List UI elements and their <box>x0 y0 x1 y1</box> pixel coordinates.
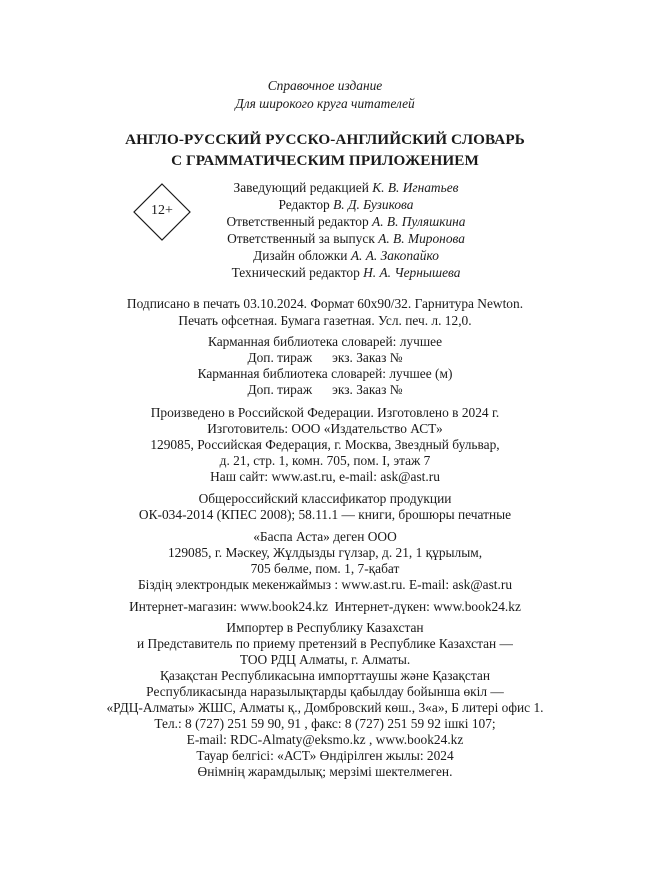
kz-publisher-line: 705 бөлме, пом. 1, 7-қабат <box>250 561 400 576</box>
staff-name: А. В. Миронова <box>378 231 465 246</box>
staff-role: Заведующий редакцией <box>233 180 369 195</box>
staff-line <box>196 231 496 247</box>
staff-name: А. В. Пуляшкина <box>372 214 466 229</box>
staff-role: Ответственный за выпуск <box>227 231 375 246</box>
staff-name: В. Д. Бузикова <box>333 197 414 212</box>
age-rating-label: 12+ <box>151 203 173 218</box>
online-shops-line: Интернет-магазин: www.book24.kz Интернет-дүкен: www.book24.kz <box>129 599 521 614</box>
staff-role: Редактор <box>278 197 330 212</box>
edition-type: Справочное издание <box>267 78 383 93</box>
staff-line <box>196 265 496 281</box>
importer-line: ТОО РДЦ Алматы, г. Алматы. <box>239 652 411 667</box>
print-run-line: Доп. тираж экз. Заказ № <box>247 382 403 397</box>
kz-publisher-line: «Баспа Аста» деген ООО <box>253 529 397 544</box>
manufacturer-line: д. 21, стр. 1, комн. 705, пом. I, этаж 7 <box>219 453 431 468</box>
shelf-life-line: Өнімнің жарамдылық; мерзімі шектелмеген. <box>197 764 453 779</box>
audience: Для широкого круга читателей <box>235 96 415 111</box>
staff-line <box>196 248 496 264</box>
print-run-line: Доп. тираж экз. Заказ № <box>247 350 403 365</box>
staff-line <box>196 214 496 230</box>
classifier-line: Общероссийский классификатор продукции <box>198 491 452 506</box>
phone-line: Тел.: 8 (727) 251 59 90, 91 , факс: 8 (727) 251 59 92 ішкі 107; <box>154 716 496 731</box>
kz-publisher-line: 129085, г. Мәскеу, Жұлдызды гүлзар, д. 21, 1 құрылым, <box>167 545 483 560</box>
manufacturer-line: 129085, Российская Федерация, г. Москва, Звездный бульвар, <box>150 437 500 452</box>
staff-name: А. А. Закопайко <box>350 248 439 263</box>
importer-line: и Представитель по приему претензий в Республике Казахстан — <box>137 636 513 651</box>
manufacturer-line: Произведено в Российской Федерации. Изготовлено в 2024 г. <box>150 405 500 420</box>
book-title-line-2: С ГРАММАТИЧЕСКИМ ПРИЛОЖЕНИЕМ <box>171 152 479 169</box>
staff-name: Н. А. Чернышева <box>363 265 461 280</box>
website-line: Наш сайт: www.ast.ru, e-mail: ask@ast.ru <box>210 469 440 484</box>
staff-line <box>196 197 496 213</box>
print-info-line: Подписано в печать 03.10.2024. Формат 60х90/32. Гарнитура Newton. <box>126 296 524 311</box>
series-line: Карманная библиотека словарей: лучшее <box>207 334 443 349</box>
importer-line: Қазақстан Республикасына импорттаушы және Қазақстан <box>159 668 490 683</box>
print-info-line: Печать офсетная. Бумага газетная. Усл. печ. л. 12,0. <box>178 313 472 328</box>
email-line: E-mail: RDC-Almaty@eksmo.kz , www.book24.kz <box>186 732 464 747</box>
trademark-line: Тауар белгісі: «АСТ» Өндірілген жылы: 2024 <box>196 748 454 763</box>
staff-name: К. В. Игнатьев <box>372 180 459 195</box>
manufacturer-line: Изготовитель: ООО «Издательство АСТ» <box>207 421 443 436</box>
book-title-line-1: АНГЛО-РУССКИЙ РУССКО-АНГЛИЙСКИЙ СЛОВАРЬ <box>125 131 525 148</box>
classifier-line: ОК-034-2014 (КПЕС 2008); 58.11.1 — книги, брошюры печатные <box>138 507 512 522</box>
staff-role: Дизайн обложки <box>253 248 348 263</box>
series-line: Карманная библиотека словарей: лучшее (м) <box>197 366 453 381</box>
importer-line: Импортер в Республику Казахстан <box>226 620 424 635</box>
kz-publisher-line: Біздің электрондык мекенжаймыз : www.ast.ru. E-mail: ask@ast.ru <box>137 577 513 592</box>
staff-role: Технический редактор <box>231 265 360 280</box>
staff-line <box>196 180 496 196</box>
importer-line: Республикасында наразылықтарды қабылдау бойынша өкіл — <box>146 684 504 699</box>
staff-role: Ответственный редактор <box>226 214 369 229</box>
age-rating-badge <box>133 183 191 241</box>
importer-line: «РДЦ-Алматы» ЖШС, Алматы қ., Домбровский көш., 3«а», Б литері офис 1. <box>106 700 544 715</box>
